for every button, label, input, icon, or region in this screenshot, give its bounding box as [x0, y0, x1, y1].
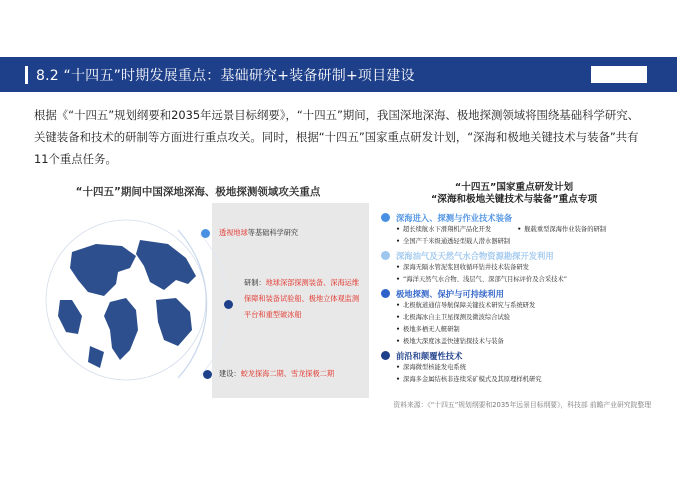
point-construction-highlight: 蛟龙探海二期、雪龙探极二期 — [240, 369, 335, 378]
list-item: • 北极海冰自主卫星探测及微波综合试验 — [396, 314, 511, 321]
category-deep-sea-access — [381, 211, 661, 224]
list-item: • 极地大深度冰盖快速钻探技术与装备 — [396, 338, 504, 345]
list-item: • 深海无隔水管泥浆回收循环钻井技术装备研发 — [396, 264, 529, 271]
right-panel-title — [379, 182, 649, 206]
list-item: • 极地多栖无人艇研制 — [396, 326, 460, 333]
category-label: 深海油气及天然气水合物资源勘探开发利用 — [396, 250, 554, 261]
category-dot — [381, 251, 390, 260]
point-construction-prefix: 建设： — [219, 369, 241, 378]
point-construction-label — [219, 366, 334, 382]
list-item: • 全国产千米级通透轻型载人潜水器研制 — [396, 238, 511, 245]
list-item: • 超长续航水下滑翔机产品化开发 • 舰载重型深海作业装备的研制 — [396, 226, 607, 233]
left-panel-title: “十四五”期间中国深地深海、极地探测领域攻关重点 — [75, 186, 321, 198]
category-dot — [381, 213, 390, 222]
point-research-text: 等基础科学研究 — [247, 228, 299, 237]
right-title-line2: “深海和极地关键技术与装备”重点专项 — [430, 194, 598, 205]
category-items — [381, 262, 661, 286]
category-dot — [381, 289, 390, 298]
category-dot — [381, 351, 390, 360]
point-construction-dot — [203, 370, 212, 379]
point-research-label — [219, 225, 298, 241]
list-item: • 深海微型核能发电系统 — [396, 364, 466, 371]
point-equipment-label — [244, 275, 362, 323]
category-frontier — [381, 349, 661, 362]
list-item: • “海洋天然气水合物、浅层气、深部气目标评价及合采技术” — [396, 276, 567, 283]
category-label: 前沿和颠覆性技术 — [396, 350, 463, 361]
category-label: 极地探测、保护与可持续利用 — [396, 288, 504, 299]
category-oil-gas — [381, 249, 661, 262]
category-label: 深海进入、探测与作业技术装备 — [396, 212, 513, 223]
globe-icon — [46, 220, 206, 380]
key-task-list — [381, 210, 661, 386]
category-items — [381, 362, 661, 386]
point-research-highlight: 透视地球 — [219, 228, 248, 237]
list-item: • 深海多金属结核非连续采矿模式及其原理样机研究 — [396, 376, 542, 383]
list-item: • 北极航道通信导航保障关键技术研究与系统研发 — [396, 302, 536, 309]
category-items — [381, 224, 661, 248]
category-polar — [381, 287, 661, 300]
page-title: 8.2 “十四五”时期发展重点：基础研究+装备研制+项目建设 — [36, 67, 415, 84]
intro-paragraph: 根据《“十四五”规划纲要和2035年远景目标纲要》，“十四五”期间，我国深地深海、极地探测领域将围绕基础科学研究、关键装备和技术的研制等方面进行重点攻关。同时，根据“十四五”国家重点研发计划，“深海和极地关键技术与装备”共有11个重点任务。 — [34, 108, 640, 166]
point-equipment-highlight: 地球深部探测装备、深海运维保障和装备试验船、极地立体观监测平台和重型破冰船 — [244, 278, 360, 319]
category-items — [381, 300, 661, 348]
source-note: 资料来源：《“十四五”规划纲要和2035年远景目标纲要》，科技部 前瞻产业研究院整理 — [393, 401, 651, 409]
point-equipment-prefix: 研制： — [244, 278, 266, 287]
point-research-dot — [201, 229, 210, 238]
point-equipment-dot — [224, 300, 233, 309]
right-title-line1: “十四五”国家重点研发计划 — [454, 182, 574, 193]
